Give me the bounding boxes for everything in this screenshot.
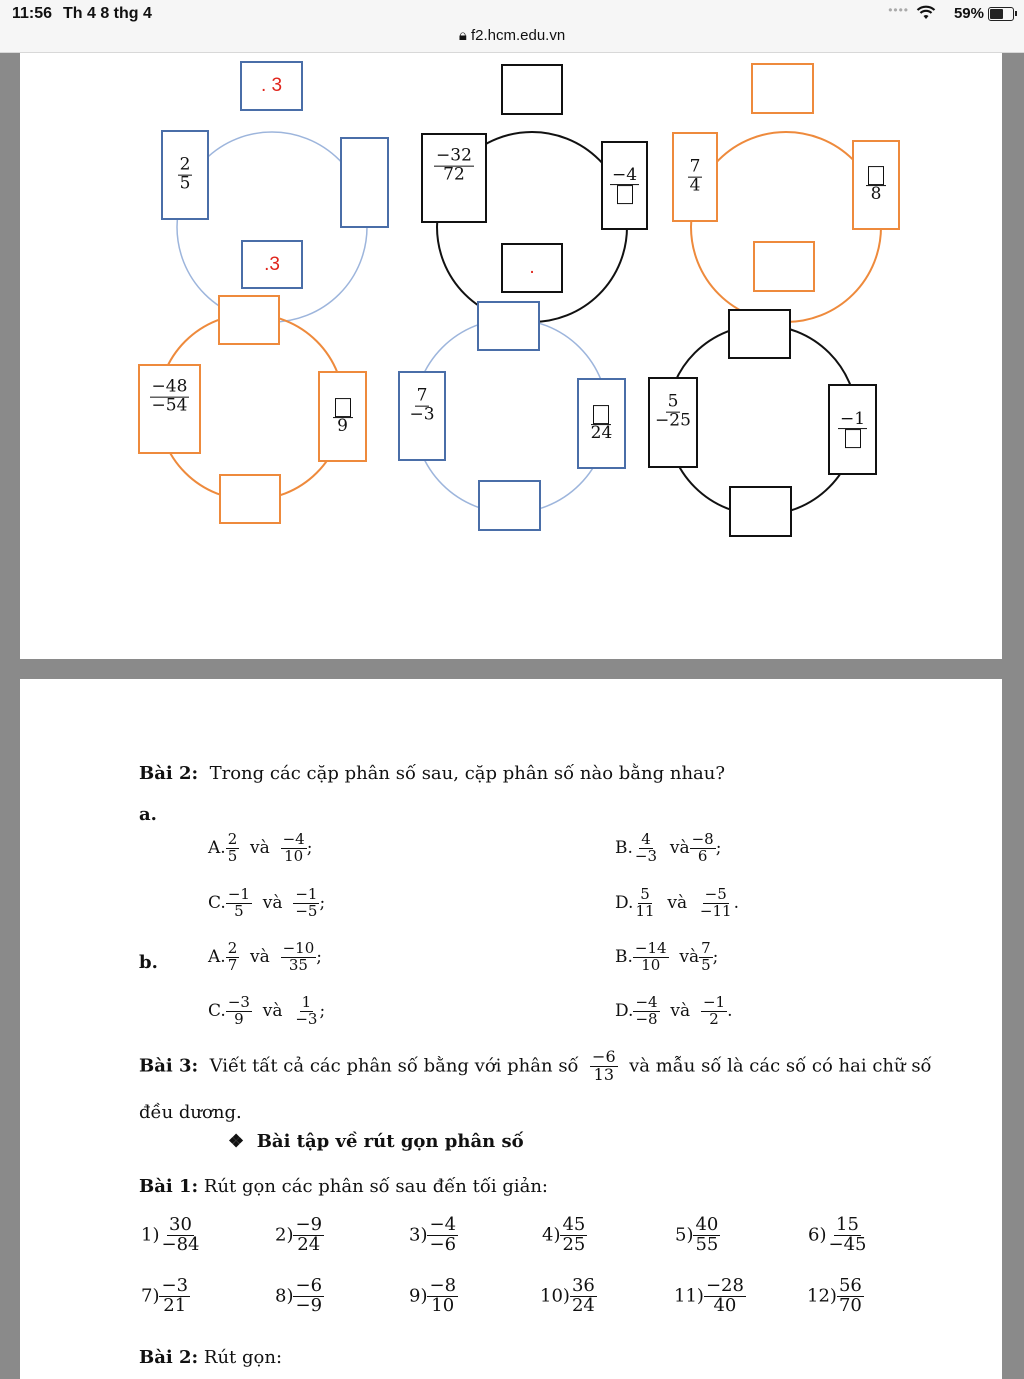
d4-right-box: 9 bbox=[318, 371, 367, 462]
d2-right-box: −4 bbox=[601, 141, 648, 230]
bai3-paragraph: Bài 3: Viết tất cả các phân số bằng với phân số $\frac{-6}{13}$ và mẫu số là các số có hai chữ số bbox=[139, 1047, 932, 1084]
d5-top-box bbox=[477, 301, 540, 351]
option-a-D[interactable]: D. $\frac{5}{11}$ và $\frac{-5}{-11}$ . bbox=[615, 885, 739, 920]
option-b-B[interactable]: B. $\frac{-14}{10}$ và $\frac{7}{5}$ ; bbox=[615, 939, 719, 974]
exercise-item: 3) $\frac{-4}{-6}$ bbox=[409, 1214, 457, 1255]
d6-right-box: −1 bbox=[828, 384, 877, 475]
lock-icon: 🔒︎ bbox=[458, 27, 467, 44]
status-bar bbox=[0, 0, 1024, 53]
d3-left-box: $\frac{7}{4}$ bbox=[672, 132, 718, 222]
d5-right-box: 24 bbox=[577, 378, 626, 469]
d4-bottom-box bbox=[219, 474, 281, 524]
option-b-D[interactable]: D. $\frac{-4}{-8}$ và $\frac{-1}{2}$ . bbox=[615, 993, 733, 1028]
option-b-A[interactable]: A. $\frac{2}{7}$ và $\frac{-10}{35}$ ; bbox=[208, 939, 322, 974]
d3-right-box: 8 bbox=[852, 140, 900, 230]
exercise-item: 5) $\frac{40}{55}$ bbox=[675, 1214, 719, 1255]
address-bar[interactable] bbox=[0, 27, 1024, 44]
d1-bottom-box: .3 bbox=[241, 240, 303, 289]
url-text: f2.hcm.edu.vn bbox=[470, 27, 566, 44]
d1-right-box bbox=[340, 137, 389, 228]
empty-answer-square[interactable] bbox=[593, 405, 609, 424]
d2-top-box bbox=[501, 64, 563, 115]
empty-answer-square[interactable] bbox=[617, 185, 633, 204]
battery-icon bbox=[988, 7, 1014, 21]
option-a-A[interactable]: A. $\frac{2}{5}$ và $\frac{-4}{10}$ ; bbox=[208, 830, 313, 865]
wifi-icon bbox=[916, 5, 936, 26]
exercise-item: 12) $\frac{56}{70}$ bbox=[807, 1275, 862, 1316]
part-b-label: b. bbox=[139, 952, 158, 973]
d6-top-box bbox=[728, 309, 791, 359]
d3-bottom-box bbox=[753, 241, 815, 292]
d5-bottom-box bbox=[478, 480, 541, 531]
diamond-bullet-icon: ❖ bbox=[228, 1131, 245, 1152]
empty-answer-square[interactable] bbox=[868, 166, 884, 185]
d2-left-box: $\frac{-32}{72}$ bbox=[421, 133, 487, 223]
d4-top-box bbox=[218, 295, 280, 345]
d5-left-box: $\frac{7}{-3}$ bbox=[398, 371, 446, 461]
d3-top-box bbox=[751, 63, 814, 114]
document-page-1 bbox=[20, 53, 1002, 659]
empty-answer-square[interactable] bbox=[845, 429, 861, 448]
status-time: 11:56 bbox=[12, 5, 53, 22]
part-a-label: a. bbox=[139, 804, 157, 825]
d1-left-box: $\frac{2}{5}$ bbox=[161, 130, 209, 220]
signal-dots-icon: •••• bbox=[888, 3, 909, 17]
exercise-item: 9) $\frac{-8}{10}$ bbox=[409, 1275, 457, 1316]
section-heading: ❖ Bài tập về rút gọn phân số bbox=[228, 1131, 524, 1152]
exercise-item: 4) $\frac{45}{25}$ bbox=[542, 1214, 586, 1255]
bai2-heading: Bài 2: Trong các cặp phân số sau, cặp phân số nào bằng nhau? bbox=[139, 763, 726, 784]
exercise-item: 10) $\frac{36}{24}$ bbox=[540, 1275, 595, 1316]
status-date: Th 4 8 thg 4 bbox=[63, 5, 152, 22]
d1-top-box: . 3 bbox=[240, 61, 303, 111]
option-a-C[interactable]: C. $\frac{-1}{5}$ và $\frac{-1}{-5}$ ; bbox=[208, 885, 326, 920]
d4-left-box: $\frac{-48}{-54}$ bbox=[138, 364, 201, 454]
d6-bottom-box bbox=[729, 486, 792, 537]
exercise-item: 8) $\frac{-6}{-9}$ bbox=[275, 1275, 323, 1316]
empty-answer-square[interactable] bbox=[335, 398, 351, 417]
document-page-2 bbox=[20, 679, 1002, 1379]
bai3-continuation: đều dương. bbox=[139, 1102, 242, 1123]
option-b-C[interactable]: C. $\frac{-3}{9}$ và $\frac{1}{-3}$ ; bbox=[208, 993, 326, 1028]
d2-bottom-box: . bbox=[501, 243, 563, 293]
bai2b-heading: Bài 2: Rút gọn: bbox=[139, 1347, 283, 1368]
d6-left-box: $\frac{5}{-25}$ bbox=[648, 377, 698, 468]
option-a-B[interactable]: B. $\frac{4}{-3}$ và $\frac{-8}{6}$ ; bbox=[615, 830, 722, 865]
exercise-item: 7) $\frac{-3}{21}$ bbox=[141, 1275, 189, 1316]
bai1-heading: Bài 1: Rút gọn các phân số sau đến tối giản: bbox=[139, 1176, 548, 1197]
exercise-item: 11) $\frac{-28}{40}$ bbox=[674, 1275, 744, 1316]
battery-percent: 59% bbox=[953, 5, 984, 22]
exercise-item: 2) $\frac{-9}{24}$ bbox=[275, 1214, 323, 1255]
exercise-item: 6) $\frac{15}{-45}$ bbox=[808, 1214, 867, 1255]
exercise-item: 1) $\frac{30}{-84}$ bbox=[141, 1214, 200, 1255]
